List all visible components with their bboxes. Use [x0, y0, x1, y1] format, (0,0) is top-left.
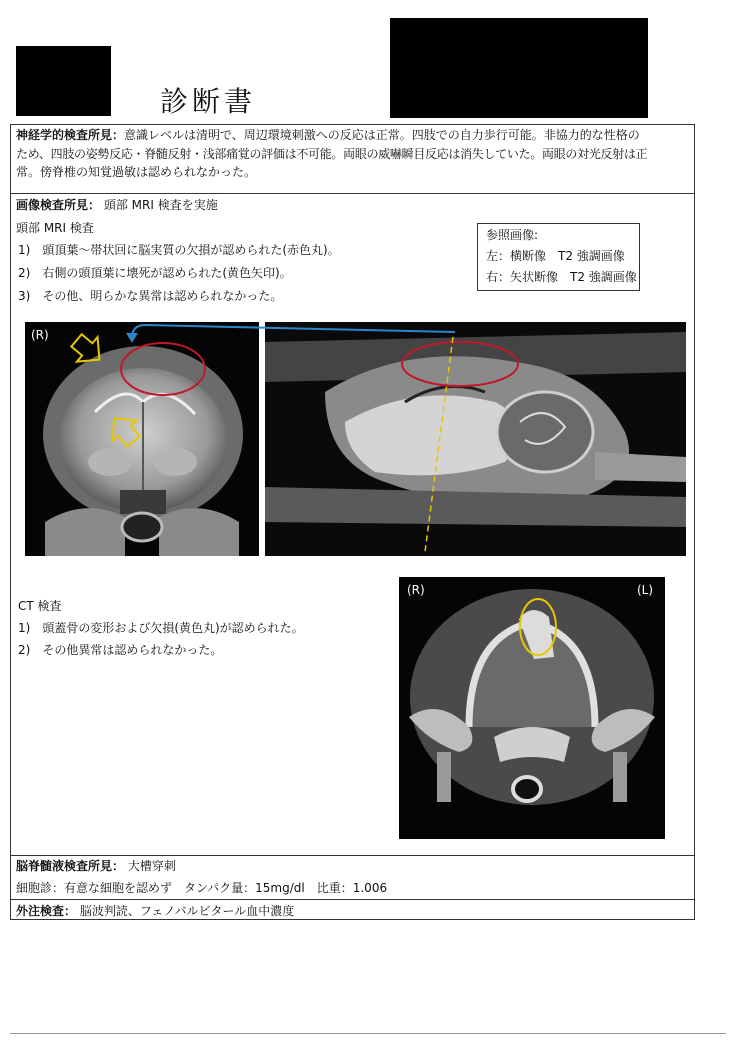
redaction-block-left: [16, 46, 111, 116]
mri-sagittal-image: [265, 322, 686, 556]
csf-value: 大槽穿刺: [127, 859, 176, 873]
section-divider: [10, 193, 695, 194]
mri-item-1: 1) 頭頂葉～帯状回に脳実質の欠損が認められた(赤色丸)。: [18, 243, 340, 257]
section-divider: [10, 855, 695, 856]
csf-heading: [16, 857, 176, 875]
ct-heading: CT 検査: [18, 599, 62, 613]
ct-label-left: (L): [637, 583, 654, 597]
ref-left: 左：横断像 T2 強調画像: [486, 249, 625, 263]
imaging-heading: [16, 196, 218, 214]
page-bottom-line: [10, 1033, 726, 1034]
neuro-line-2: ため、四肢の姿勢反応・脊髄反射・浅部痛覚の評価は不可能。両眼の威嚇瞬目反応は消失していた。両眼の対光反射は正: [16, 146, 648, 161]
ct-label-right: (R): [407, 583, 425, 597]
csf-detail: 細胞診：有意な細胞を認めず タンパク量：15mg/dl 比重：1.006: [16, 881, 388, 895]
page-title: 診断書: [160, 85, 257, 118]
ct-item-2: 2) その他異常は認められなかった。: [18, 643, 223, 657]
mri-item-2: 2) 右側の頭頂葉に壊死が認められた(黄色矢印)。: [18, 266, 292, 280]
csf-label: 脳脊髄液検査所見：: [16, 859, 125, 873]
imaging-label: 画像検査所見：: [16, 198, 101, 212]
ct-image: [399, 577, 665, 839]
external-value: 脳波判読、フェノバルビタール血中濃度: [79, 904, 295, 918]
ct-item-1: 1) 頭蓋骨の変形および欠損(黄色丸)が認められた。: [18, 621, 304, 635]
ref-title: 参照画像:: [486, 228, 539, 242]
neuro-label: 神経学的検査所見：: [16, 128, 125, 142]
connector-arrow-icon: [120, 305, 460, 345]
mri-left-label: (R): [31, 328, 49, 342]
redaction-block-right: [390, 18, 648, 118]
mri-heading: 頭部 MRI 検査: [16, 221, 94, 235]
mri-transverse-image: [25, 322, 259, 556]
mri-item-3: 3) その他、明らかな異常は認められなかった。: [18, 289, 283, 303]
neuro-findings: [16, 126, 692, 182]
section-divider: [10, 899, 695, 900]
imaging-value: 頭部 MRI 検査を実施: [103, 198, 218, 212]
reference-images-box: [477, 223, 640, 291]
neuro-line-3: 常。傍脊椎の知覚過敏は認められなかった。: [16, 165, 257, 179]
external-tests: [16, 902, 294, 920]
ref-right: 右：矢状断像 T2 強調画像: [486, 270, 637, 284]
external-label: 外注検査：: [16, 904, 77, 918]
neuro-line-1: 意識レベルは清明で、周辺環境刺激への反応は正常。四肢での自力歩行可能。非協力的な性格の: [124, 128, 640, 142]
